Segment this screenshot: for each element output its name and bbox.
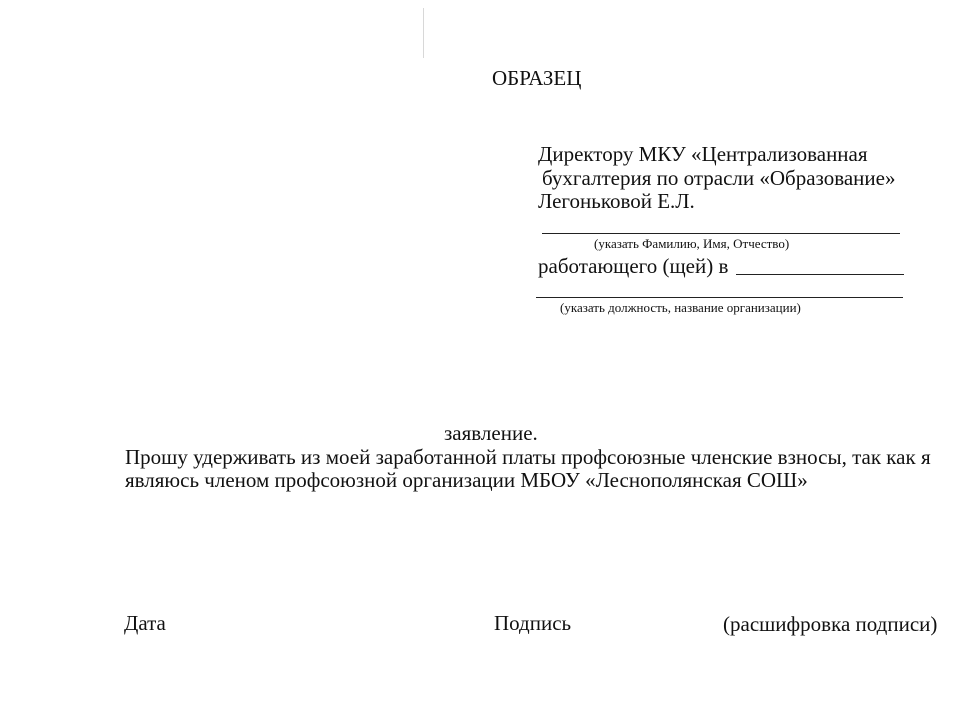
- signature-transcript-label: (расшифровка подписи): [723, 612, 938, 636]
- position-field-hint: (указать должность, название организации): [560, 300, 801, 315]
- addressee-line-1: Директору МКУ «Централизованная: [538, 142, 868, 166]
- scan-artifact-line: [423, 8, 424, 58]
- date-label: Дата: [124, 611, 166, 635]
- body-line-2: являюсь членом профсоюзной организации МБОУ «Леснополянская СОШ»: [125, 468, 808, 492]
- name-field-line[interactable]: [542, 233, 900, 234]
- name-field-hint: (указать Фамилию, Имя, Отчество): [594, 236, 790, 251]
- body-line-1: Прошу удерживать из моей заработанной платы профсоюзные членские взносы, так как я: [125, 445, 931, 469]
- employed-label: работающего (щей) в: [538, 254, 729, 278]
- position-field-line[interactable]: [536, 297, 903, 298]
- employer-field-line[interactable]: [736, 274, 904, 275]
- addressee-line-3: Легоньковой Е.Л.: [538, 189, 695, 213]
- document-title: ОБРАЗЕЦ: [492, 66, 582, 90]
- statement-heading: заявление.: [444, 421, 538, 445]
- signature-label: Подпись: [494, 611, 572, 635]
- addressee-line-2: бухгалтерия по отрасли «Образование»: [542, 166, 896, 190]
